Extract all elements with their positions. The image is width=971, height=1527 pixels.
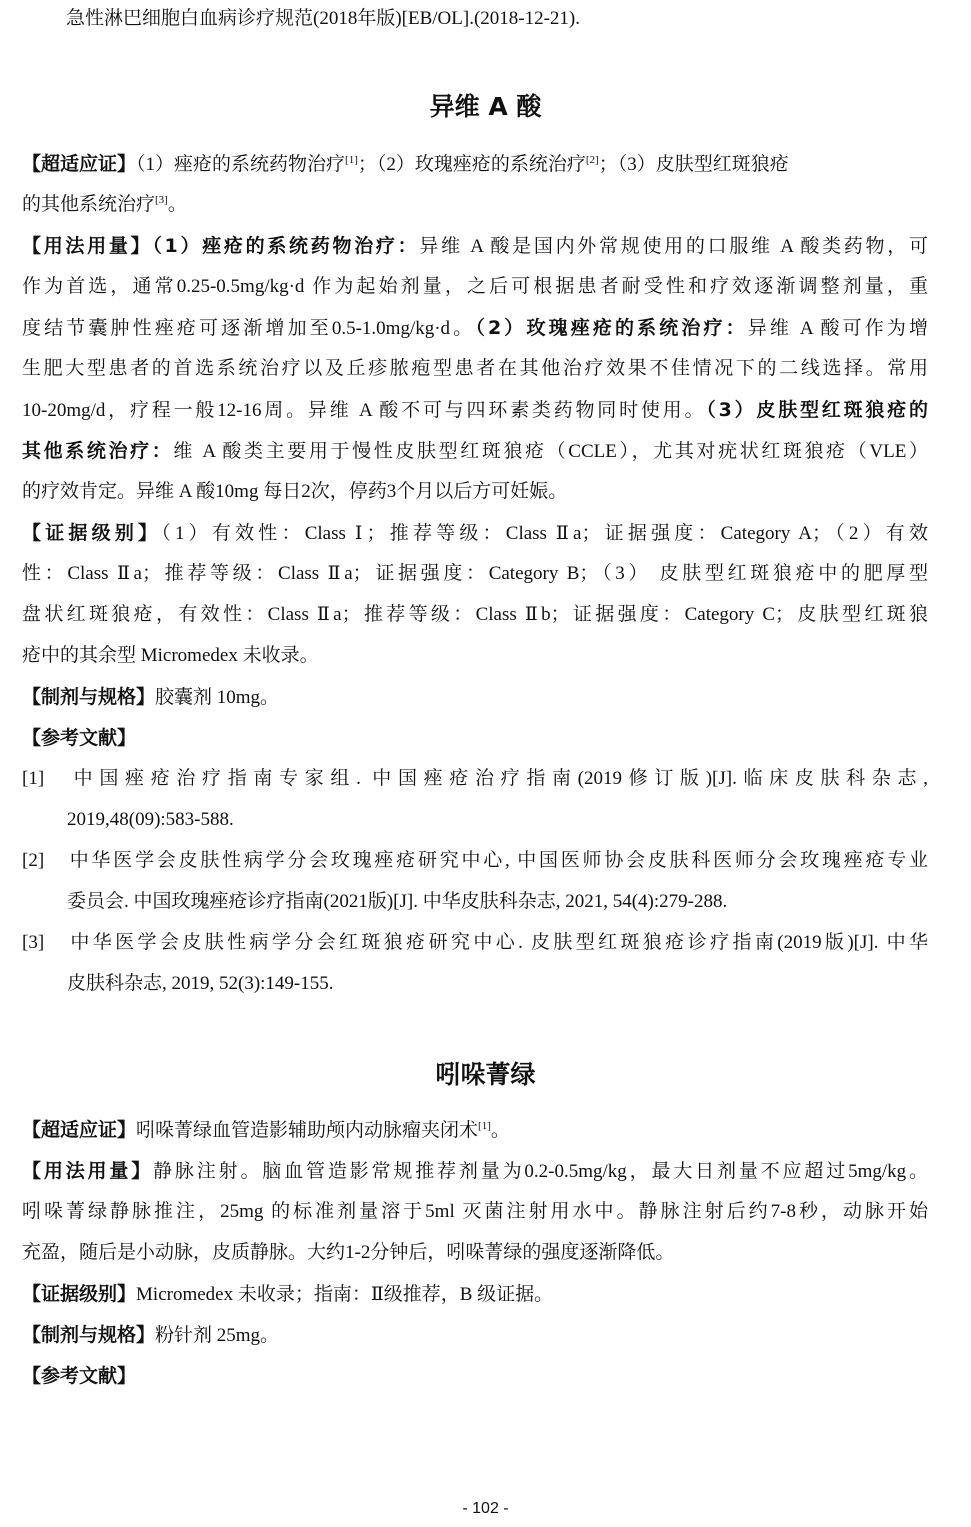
usage-subheading-2: （2）玫瑰痤疮的系统治疗：: [475, 317, 748, 339]
evidence-line-3: 盘状红斑狼疮，有效性：Class Ⅱa；推荐等级：Class Ⅱb；证据强度：Category C；皮肤型红斑狼: [22, 604, 928, 625]
usage-text-1: 异维 A 酸是国内外常规使用的口服维 A 酸类药物，可: [419, 236, 928, 257]
reference-1-line-2: 2019,48(09):583-588.: [67, 809, 234, 830]
indication-line-2: [22, 192, 928, 218]
reference-2-line-1: [22, 848, 928, 874]
icg-evidence-line: [22, 1281, 928, 1308]
evidence-text-1: （1）有效性：Class Ⅰ；推荐等级：Class Ⅱa；证据强度：Category A；（2）有效: [161, 523, 928, 544]
icg-formulation-line: [22, 1322, 928, 1349]
icg-indication-end: 。: [490, 1120, 510, 1141]
usage-label: 【用法用量】: [22, 235, 153, 257]
evidence-line-2: 性：Class Ⅱa；推荐等级：Class Ⅱa；证据强度：Category B；（3） 皮肤型红斑狼疮中的肥厚型: [22, 563, 928, 584]
icg-usage-label: 【用法用量】: [22, 1160, 154, 1182]
indication-text-3: ；（3）皮肤型红斑狼疮: [598, 154, 789, 175]
indication-line-1: [22, 151, 928, 178]
usage-subheading-1: （1）痤疮的系统药物治疗：: [152, 235, 420, 257]
indication-label: 【超适应证】: [22, 153, 137, 175]
section-title-isotretinoin: 异维 A 酸: [429, 92, 542, 121]
page-number: - 102 -: [462, 1500, 509, 1517]
indication-text-2: ；（2）玫瑰痤疮的系统治疗: [357, 154, 586, 175]
reference-1-number: [1]: [22, 768, 45, 789]
reference-3-line-1: [22, 930, 928, 956]
icg-usage-line-1: [22, 1158, 928, 1185]
usage-text-3b: 异维 A 酸可作为增: [747, 318, 928, 339]
usage-line-7: 的疗效肯定。异维 A 酸10mg 每日2次，停药3个月以后方可妊娠。: [22, 481, 568, 502]
usage-text-6: 维 A 酸类主要用于慢性皮肤型红斑狼疮（CCLE），尤其对疣状红斑狼疮（VLE）: [173, 441, 928, 462]
indication-text-1: （1）痤疮的系统药物治疗: [136, 154, 346, 175]
usage-line-5: [22, 397, 928, 424]
icg-evidence-text: Micromedex 未收录；指南：Ⅱ级推荐，B 级证据。: [136, 1284, 554, 1305]
icg-citation-1: [1]: [478, 1120, 491, 1132]
formulation-label: 【制剂与规格】: [22, 686, 156, 708]
reference-3-line-2: 皮肤科杂志, 2019, 52(3):149-155.: [67, 973, 334, 994]
icg-indication-line: [22, 1117, 928, 1144]
evidence-label: 【证据级别】: [22, 522, 162, 544]
indication-end: 。: [167, 194, 187, 215]
citation-3: [3]: [155, 194, 168, 206]
icg-evidence-label: 【证据级别】: [22, 1283, 137, 1305]
formulation-text: 胶囊剂 10mg。: [155, 687, 280, 708]
usage-text-5a: 10-20mg/d，疗程一般12-16周。异维 A 酸不可与四环素类药物同时使用。: [22, 400, 707, 421]
icg-usage-line-3: 充盈，随后是小动脉，皮质静脉。大约1-2分钟后，吲哚菁绿的强度逐渐降低。: [22, 1242, 675, 1263]
usage-subheading-3b: 其他系统治疗：: [22, 440, 174, 462]
icg-references-label: 【参考文献】: [22, 1365, 137, 1387]
evidence-line-4: 疮中的其余型 Micromedex 未收录。: [22, 645, 319, 666]
reference-1-text: 中国痤疮治疗指南专家组. 中国痤疮治疗指南(2019修订版)[J].临床皮肤科杂志,: [67, 768, 928, 789]
icg-usage-text-1: 静脉注射。脑血管造影常规推荐剂量为0.2-0.5mg/kg，最大日剂量不应超过5mg/kg。: [153, 1161, 928, 1182]
evidence-line-1: [22, 520, 928, 547]
usage-subheading-3a: （3）皮肤型红斑狼疮的: [706, 399, 928, 421]
reference-2-text: 中华医学会皮肤性病学分会玫瑰痤疮研究中心, 中国医师协会皮肤科医师分会玫瑰痤疮专业: [67, 850, 928, 871]
reference-1-line-1: [22, 766, 928, 792]
usage-line-3: [22, 315, 928, 342]
usage-line-1: [22, 233, 928, 260]
citation-1: [1]: [345, 154, 358, 166]
reference-continuation: 急性淋巴细胞白血病诊疗规范(2018年版)[EB/OL].(2018-12-21).: [66, 8, 581, 29]
icg-indication-label: 【超适应证】: [22, 1119, 137, 1141]
icg-usage-line-2: 吲哚菁绿静脉推注，25mg 的标准剂量溶于5ml 灭菌注射用水中。静脉注射后约7-8秒，动脉开始: [22, 1201, 928, 1222]
reference-3-number: [3]: [22, 932, 45, 953]
reference-3-text: 中华医学会皮肤性病学分会红斑狼疮研究中心. 皮肤型红斑狼疮诊疗指南(2019版)[J]. 中华: [67, 932, 928, 953]
reference-2-number: [2]: [22, 850, 45, 871]
references-label: 【参考文献】: [22, 727, 137, 749]
usage-text-3a: 度结节囊肿性痤疮可逐渐增加至0.5-1.0mg/kg·d。: [22, 318, 476, 339]
icg-indication-text: 吲哚菁绿血管造影辅助颅内动脉瘤夹闭术: [136, 1120, 479, 1141]
formulation-line: [22, 684, 928, 711]
usage-line-6: [22, 438, 928, 465]
usage-line-4: 生肥大型患者的首选系统治疗以及丘疹脓疱型患者在其他治疗效果不佳情况下的二线选择。常用: [22, 358, 928, 379]
section-title-indocyanine-green: 吲哚菁绿: [435, 1060, 536, 1089]
indication-text-4: 的其他系统治疗: [22, 194, 156, 215]
citation-2: [2]: [585, 154, 599, 166]
reference-2-line-2: 委员会. 中国玫瑰痤疮诊疗指南(2021版)[J]. 中华皮肤科杂志, 2021, 54(4):279-288.: [67, 891, 728, 912]
icg-formulation-text: 粉针剂 25mg。: [155, 1325, 280, 1346]
usage-line-2: 作为首选，通常0.25-0.5mg/kg·d 作为起始剂量，之后可根据患者耐受性和疗效逐渐调整剂量，重: [22, 276, 928, 297]
icg-formulation-label: 【制剂与规格】: [22, 1324, 156, 1346]
